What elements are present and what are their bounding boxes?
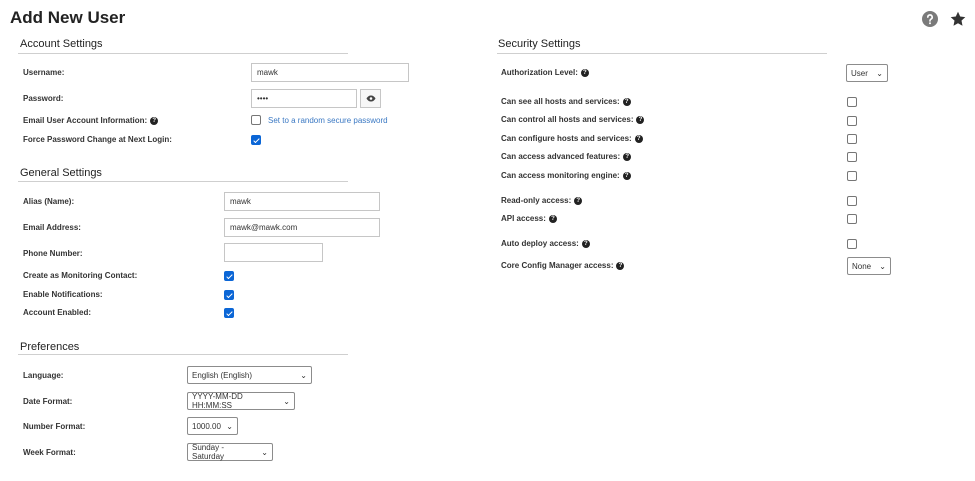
enable-notifications-checkbox[interactable]: [224, 290, 234, 300]
email-address-input[interactable]: mawk@mawk.com: [224, 218, 380, 237]
eye-icon: [366, 95, 376, 102]
number-format-label: Number Format:: [23, 422, 86, 431]
monitoring-engine-checkbox[interactable]: [847, 171, 857, 181]
security-settings-heading: Security Settings: [498, 38, 581, 50]
ccm-access-value: None: [852, 261, 872, 271]
control-all-hosts-text: Can control all hosts and services:: [501, 115, 634, 124]
control-all-hosts-checkbox[interactable]: [847, 116, 857, 126]
help-icon[interactable]: ?: [635, 135, 643, 143]
email-address-label: Email Address:: [23, 223, 81, 232]
authorization-level-value: User: [851, 68, 868, 78]
random-password-link[interactable]: Set to a random secure password: [268, 116, 388, 125]
api-access-label: [501, 214, 557, 223]
chevron-down-icon: ⌄: [226, 421, 233, 431]
chevron-down-icon: ⌄: [300, 370, 307, 380]
phone-number-input[interactable]: [224, 243, 323, 262]
see-all-hosts-label: [501, 97, 631, 106]
authorization-level-label: [501, 68, 589, 77]
general-settings-heading: General Settings: [20, 167, 102, 179]
see-all-hosts-checkbox[interactable]: [847, 97, 857, 107]
read-only-access-label: [501, 196, 582, 205]
force-password-change-checkbox[interactable]: [251, 135, 261, 145]
force-password-change-label: Force Password Change at Next Login:: [23, 135, 172, 144]
authorization-level-select[interactable]: [846, 64, 888, 82]
read-only-access-checkbox[interactable]: [847, 196, 857, 206]
chevron-down-icon: ⌄: [261, 447, 268, 457]
section-divider: [18, 181, 348, 182]
ccm-access-select[interactable]: [847, 257, 891, 275]
account-enabled-label: Account Enabled:: [23, 308, 92, 317]
section-divider: [497, 53, 827, 54]
help-icon[interactable]: ?: [150, 117, 158, 125]
date-format-select[interactable]: [187, 392, 295, 410]
help-icon[interactable]: ?: [623, 172, 631, 180]
alias-label: Alias (Name):: [23, 197, 75, 206]
help-icon[interactable]: ?: [636, 116, 644, 124]
api-access-text: API access:: [501, 214, 546, 223]
enable-notifications-label: Enable Notifications:: [23, 290, 103, 299]
read-only-access-text: Read-only access:: [501, 196, 572, 205]
page-title: Add New User: [10, 8, 126, 27]
help-icon[interactable]: ?: [623, 153, 631, 161]
help-icon[interactable]: ?: [574, 197, 582, 205]
account-enabled-checkbox[interactable]: [224, 308, 234, 318]
help-icon[interactable]: ?: [582, 240, 590, 248]
star-icon[interactable]: [950, 11, 966, 27]
help-circle-icon[interactable]: [922, 11, 938, 27]
advanced-features-checkbox[interactable]: [847, 152, 857, 162]
monitoring-engine-text: Can access monitoring engine:: [501, 171, 620, 180]
advanced-features-label: [501, 152, 631, 161]
configure-hosts-checkbox[interactable]: [847, 134, 857, 144]
phone-number-label: Phone Number:: [23, 249, 83, 258]
auto-deploy-access-text: Auto deploy access:: [501, 239, 579, 248]
help-icon[interactable]: ?: [581, 69, 589, 77]
email-user-info-label: [23, 116, 158, 125]
configure-hosts-text: Can configure hosts and services:: [501, 134, 632, 143]
password-input[interactable]: ••••: [251, 89, 357, 108]
monitoring-contact-checkbox[interactable]: [224, 271, 234, 281]
number-format-select[interactable]: [187, 417, 238, 435]
see-all-hosts-text: Can see all hosts and services:: [501, 97, 620, 106]
language-label: Language:: [23, 371, 64, 380]
section-divider: [18, 354, 348, 355]
language-select[interactable]: [187, 366, 312, 384]
section-divider: [18, 53, 348, 54]
monitoring-contact-label: Create as Monitoring Contact:: [23, 271, 138, 280]
configure-hosts-label: [501, 134, 643, 143]
preferences-heading: Preferences: [20, 341, 80, 353]
chevron-down-icon: ⌄: [879, 261, 886, 271]
number-format-select-value: 1000.00: [192, 421, 221, 431]
ccm-access-label: [501, 261, 624, 270]
advanced-features-text: Can access advanced features:: [501, 152, 621, 161]
account-settings-heading: Account Settings: [20, 38, 103, 50]
api-access-checkbox[interactable]: [847, 214, 857, 224]
help-icon[interactable]: ?: [623, 98, 631, 106]
week-format-select-value: Sunday - Saturday: [192, 443, 225, 461]
password-label: Password:: [23, 94, 64, 103]
control-all-hosts-label: [501, 115, 644, 124]
authorization-level-text: Authorization Level:: [501, 68, 578, 77]
ccm-access-text: Core Config Manager access:: [501, 261, 614, 270]
email-user-info-text: Email User Account Information:: [23, 116, 148, 125]
auto-deploy-access-label: [501, 239, 590, 248]
chevron-down-icon: ⌄: [283, 396, 290, 406]
date-format-label: Date Format:: [23, 397, 73, 406]
help-icon[interactable]: ?: [549, 215, 557, 223]
username-input[interactable]: mawk: [251, 63, 409, 82]
language-select-value: English (English): [192, 370, 253, 380]
week-format-label: Week Format:: [23, 448, 76, 457]
date-format-select-value: YYYY-MM-DD HH:MM:SS: [192, 392, 243, 410]
monitoring-engine-label: [501, 171, 631, 180]
auto-deploy-access-checkbox[interactable]: [847, 239, 857, 249]
week-format-select[interactable]: [187, 443, 273, 461]
username-label: Username:: [23, 68, 65, 77]
email-user-info-checkbox[interactable]: [251, 115, 261, 125]
help-icon[interactable]: ?: [616, 262, 624, 270]
chevron-down-icon: ⌄: [876, 68, 883, 78]
alias-input[interactable]: mawk: [224, 192, 380, 211]
show-password-button[interactable]: [360, 89, 381, 108]
